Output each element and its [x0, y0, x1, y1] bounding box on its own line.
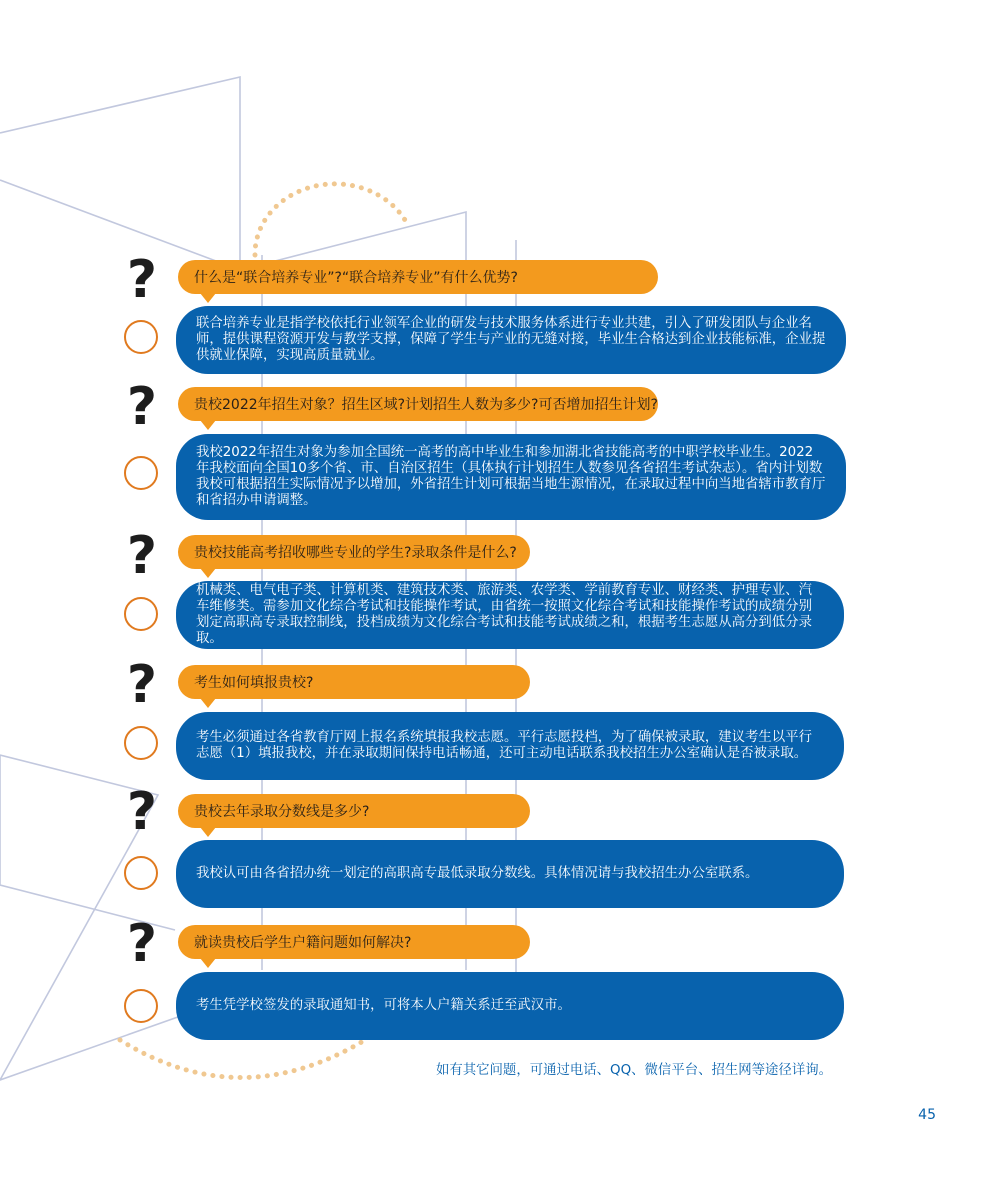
answer-text: 我校2022年招生对象为参加全国统一高考的高中毕业生和参加湖北省技能高考的中职学校毕业生。2022年我校面向全国10多个省、市、自治区招生（具体执行计划招生人数参见各省招生考试杂志）。省内计划数我校可根据招生实际情况予以增加，外省招生计划可根据当地生源情况，在录取过程中向当地省辖市教育厅和省招办申请调整。 [196, 445, 826, 508]
answer-text: 考生凭学校签发的录取通知书，可将本人户籍关系迁至武汉市。 [196, 998, 571, 1013]
footer-note: 如有其它问题，可通过电话、QQ、微信平台、招生网等途径详询。 [435, 1063, 832, 1078]
page-number: 45 [918, 1107, 936, 1123]
answer-circle-icon [124, 726, 158, 760]
question-mark-icon: ? [126, 250, 158, 310]
question-bubble [178, 260, 658, 294]
question-bubble [178, 535, 530, 569]
question-bubble [178, 665, 530, 699]
question-mark-icon: ? [126, 526, 158, 586]
answer-circle-icon [124, 597, 158, 631]
answer-circle-icon [124, 320, 158, 354]
answer-text: 联合培养专业是指学校依托行业领军企业的研发与技术服务体系进行专业共建，引入了研发团队与企业名师，提供课程资源开发与教学支撑，保障了学生与产业的无缝对接，毕业生合格达到企业技能标准，企业提供就业保障，实现高质量就业。 [196, 316, 826, 363]
question-bubble [178, 387, 658, 421]
answer-circle-icon [124, 856, 158, 890]
answer-text: 机械类、电气电子类、计算机类、建筑技术类、旅游类、农学类、学前教育专业、财经类、护理专业、汽车维修类。需参加文化综合考试和技能操作考试，由省统一按照文化综合考试和技能操作考试的成绩分别划定高职高专录取控制线，投档成绩为文化综合考试和技能考试成绩之和，根据考生志愿从高分到低分录取。 [196, 583, 812, 646]
question-mark-icon: ? [126, 914, 158, 974]
answer-bubble [176, 840, 844, 908]
question-text: 贵校去年录取分数线是多少? [194, 804, 370, 820]
question-text: 就读贵校后学生户籍问题如何解决? [194, 935, 412, 951]
question-mark-icon: ? [126, 377, 158, 437]
question-text: 贵校2022年招生对象？招生区域?计划招生人数为多少?可否增加招生计划? [194, 397, 658, 413]
question-text: 贵校技能高考招收哪些专业的学生?录取条件是什么? [194, 545, 517, 561]
answer-text: 我校认可由各省招办统一划定的高职高专最低录取分数线。具体情况请与我校招生办公室联系。 [196, 866, 759, 881]
question-bubble [178, 925, 530, 959]
answer-bubble [176, 434, 846, 520]
answer-bubble [176, 306, 846, 374]
answer-bubble [176, 712, 844, 780]
question-mark-icon: ? [126, 782, 158, 842]
question-bubble [178, 794, 530, 828]
answer-text: 考生必须通过各省教育厅网上报名系统填报我校志愿。平行志愿投档，为了确保被录取，建议考生以平行志愿（1）填报我校，并在录取期间保持电话畅通，还可主动电话联系我校招生办公室确认是否被录取。 [196, 730, 812, 761]
answer-bubble [176, 581, 844, 649]
answer-bubble [176, 972, 844, 1040]
question-mark-icon: ? [126, 655, 158, 715]
answer-circle-icon [124, 989, 158, 1023]
question-text: 考生如何填报贵校? [194, 675, 314, 691]
answer-circle-icon [124, 456, 158, 490]
question-text: 什么是“联合培养专业”?“联合培养专业”有什么优势? [194, 270, 518, 286]
